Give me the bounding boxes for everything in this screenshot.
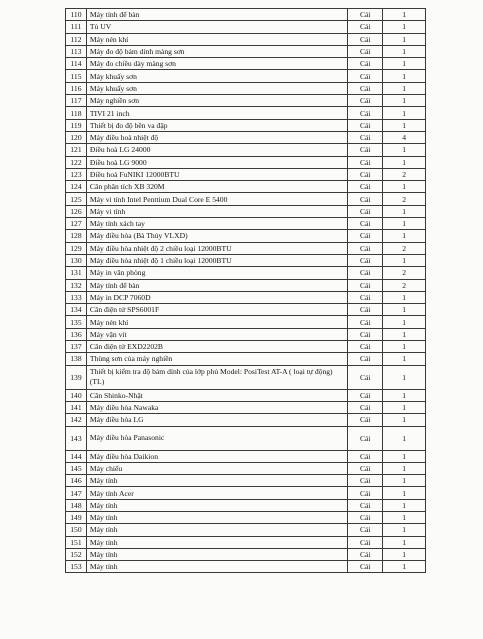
table-row — [66, 267, 426, 279]
item-name-cell: Máy điều hòa nhiệt độ 1 chiều loại 12000BTU — [86, 254, 347, 266]
unit-cell: Cái — [348, 119, 383, 131]
table-row — [66, 291, 426, 303]
unit-cell: Cái — [348, 58, 383, 70]
table-row — [66, 144, 426, 156]
row-number-cell: 142 — [66, 414, 87, 426]
row-number-cell: 140 — [66, 389, 87, 401]
item-name-cell: Máy tính — [86, 475, 347, 487]
equipment-table — [65, 8, 426, 573]
row-number-cell: 119 — [66, 119, 87, 131]
unit-cell: Cái — [348, 353, 383, 365]
table-row — [66, 353, 426, 365]
row-number-cell: 136 — [66, 328, 87, 340]
quantity-cell: 1 — [383, 511, 426, 523]
row-number-cell: 116 — [66, 82, 87, 94]
unit-cell: Cái — [348, 267, 383, 279]
table-row — [66, 499, 426, 511]
unit-cell: Cái — [348, 462, 383, 474]
quantity-cell: 1 — [383, 33, 426, 45]
table-row — [66, 21, 426, 33]
item-name-cell: Máy in văn phòng — [86, 267, 347, 279]
quantity-cell: 4 — [383, 131, 426, 143]
item-name-cell: Máy tính — [86, 548, 347, 560]
table-row — [66, 45, 426, 57]
quantity-cell: 1 — [383, 524, 426, 536]
unit-cell: Cái — [348, 33, 383, 45]
row-number-cell: 124 — [66, 181, 87, 193]
item-name-cell: Máy điều hòa LG — [86, 414, 347, 426]
item-name-cell: Máy vi tính Intel Penttium Dual Core E 5400 — [86, 193, 347, 205]
item-name-cell: Cân phân tích XB 320M — [86, 181, 347, 193]
table-row — [66, 205, 426, 217]
row-number-cell: 151 — [66, 536, 87, 548]
quantity-cell: 1 — [383, 365, 426, 389]
table-row — [66, 82, 426, 94]
table-row — [66, 279, 426, 291]
item-name-cell: Máy điều hòa (Bà Thủy VLXD) — [86, 230, 347, 242]
item-name-cell: Cân điện tử EXD2202B — [86, 341, 347, 353]
table-row — [66, 168, 426, 180]
unit-cell: Cái — [348, 205, 383, 217]
quantity-cell: 1 — [383, 230, 426, 242]
table-row — [66, 475, 426, 487]
row-number-cell: 113 — [66, 45, 87, 57]
item-name-cell: Máy khuấy sơn — [86, 82, 347, 94]
row-number-cell: 121 — [66, 144, 87, 156]
quantity-cell: 1 — [383, 70, 426, 82]
table-row — [66, 450, 426, 462]
quantity-cell: 2 — [383, 279, 426, 291]
table-row — [66, 95, 426, 107]
table-row — [66, 70, 426, 82]
item-name-cell: Máy tính để bàn — [86, 9, 347, 21]
table-row — [66, 414, 426, 426]
quantity-cell: 1 — [383, 205, 426, 217]
quantity-cell: 1 — [383, 254, 426, 266]
quantity-cell: 1 — [383, 414, 426, 426]
table-row — [66, 389, 426, 401]
quantity-cell: 1 — [383, 462, 426, 474]
table-row — [66, 462, 426, 474]
unit-cell: Cái — [348, 426, 383, 450]
item-name-cell: Máy tính — [86, 511, 347, 523]
quantity-cell: 1 — [383, 316, 426, 328]
row-number-cell: 135 — [66, 316, 87, 328]
row-number-cell: 143 — [66, 426, 87, 450]
item-name-cell: Máy tính — [86, 536, 347, 548]
item-name-cell: Máy đo chiều dày màng sơn — [86, 58, 347, 70]
quantity-cell: 1 — [383, 389, 426, 401]
table-row — [66, 131, 426, 143]
unit-cell: Cái — [348, 389, 383, 401]
table-row — [66, 156, 426, 168]
table-row — [66, 548, 426, 560]
row-number-cell: 131 — [66, 267, 87, 279]
row-number-cell: 147 — [66, 487, 87, 499]
table-row — [66, 365, 426, 389]
item-name-cell: Máy điều hòa nhiệt độ 2 chiều loại 12000BTU — [86, 242, 347, 254]
item-name-cell: Máy điều hòa Panasonic — [86, 426, 347, 450]
table-row — [66, 341, 426, 353]
unit-cell: Cái — [348, 254, 383, 266]
unit-cell: Cái — [348, 487, 383, 499]
item-name-cell: Máy đo độ bám dính màng sơn — [86, 45, 347, 57]
item-name-cell: TIVI 21 inch — [86, 107, 347, 119]
equipment-table-body — [66, 9, 426, 573]
quantity-cell: 1 — [383, 119, 426, 131]
item-name-cell: Máy điều hoà nhiệt độ — [86, 131, 347, 143]
row-number-cell: 134 — [66, 304, 87, 316]
table-row — [66, 304, 426, 316]
row-number-cell: 128 — [66, 230, 87, 242]
unit-cell: Cái — [348, 144, 383, 156]
row-number-cell: 133 — [66, 291, 87, 303]
table-row — [66, 181, 426, 193]
item-name-cell: Máy nén khí — [86, 33, 347, 45]
item-name-cell: Máy nghiền sơn — [86, 95, 347, 107]
quantity-cell: 1 — [383, 561, 426, 573]
unit-cell: Cái — [348, 82, 383, 94]
quantity-cell: 1 — [383, 144, 426, 156]
table-row — [66, 401, 426, 413]
item-name-cell: Điều hoà LG 9000 — [86, 156, 347, 168]
item-name-cell: Máy in DCP 7060D — [86, 291, 347, 303]
unit-cell: Cái — [348, 291, 383, 303]
table-row — [66, 254, 426, 266]
table-row — [66, 536, 426, 548]
quantity-cell: 1 — [383, 291, 426, 303]
item-name-cell: Thiết bị đo độ bền va đập — [86, 119, 347, 131]
quantity-cell: 1 — [383, 328, 426, 340]
unit-cell: Cái — [348, 536, 383, 548]
unit-cell: Cái — [348, 193, 383, 205]
unit-cell: Cái — [348, 450, 383, 462]
row-number-cell: 150 — [66, 524, 87, 536]
table-row — [66, 426, 426, 450]
unit-cell: Cái — [348, 561, 383, 573]
item-name-cell: Máy tính — [86, 524, 347, 536]
unit-cell: Cái — [348, 230, 383, 242]
row-number-cell: 152 — [66, 548, 87, 560]
row-number-cell: 125 — [66, 193, 87, 205]
unit-cell: Cái — [348, 45, 383, 57]
unit-cell: Cái — [348, 107, 383, 119]
table-row — [66, 119, 426, 131]
item-name-cell: Thiết bị kiểm tra độ bám dính của lớp phủ Model: PosiTest AT-A ( loại tự động) (TL) — [86, 365, 347, 389]
unit-cell: Cái — [348, 365, 383, 389]
unit-cell: Cái — [348, 70, 383, 82]
table-row — [66, 316, 426, 328]
row-number-cell: 127 — [66, 218, 87, 230]
quantity-cell: 1 — [383, 401, 426, 413]
row-number-cell: 118 — [66, 107, 87, 119]
quantity-cell: 2 — [383, 267, 426, 279]
item-name-cell: Máy khuấy sơn — [86, 70, 347, 82]
quantity-cell: 1 — [383, 548, 426, 560]
quantity-cell: 1 — [383, 218, 426, 230]
row-number-cell: 137 — [66, 341, 87, 353]
quantity-cell: 1 — [383, 499, 426, 511]
quantity-cell: 1 — [383, 353, 426, 365]
unit-cell: Cái — [348, 304, 383, 316]
quantity-cell: 2 — [383, 193, 426, 205]
item-name-cell: Máy vi tính — [86, 205, 347, 217]
table-row — [66, 242, 426, 254]
row-number-cell: 122 — [66, 156, 87, 168]
quantity-cell: 1 — [383, 487, 426, 499]
unit-cell: Cái — [348, 218, 383, 230]
row-number-cell: 145 — [66, 462, 87, 474]
item-name-cell: Máy vặn vít — [86, 328, 347, 340]
quantity-cell: 1 — [383, 181, 426, 193]
quantity-cell: 1 — [383, 107, 426, 119]
unit-cell: Cái — [348, 168, 383, 180]
row-number-cell: 114 — [66, 58, 87, 70]
item-name-cell: Máy nén khí — [86, 316, 347, 328]
quantity-cell: 1 — [383, 304, 426, 316]
unit-cell: Cái — [348, 341, 383, 353]
table-row — [66, 58, 426, 70]
row-number-cell: 123 — [66, 168, 87, 180]
row-number-cell: 129 — [66, 242, 87, 254]
unit-cell: Cái — [348, 242, 383, 254]
table-row — [66, 33, 426, 45]
item-name-cell: Máy tính — [86, 499, 347, 511]
quantity-cell: 1 — [383, 341, 426, 353]
quantity-cell: 1 — [383, 21, 426, 33]
unit-cell: Cái — [348, 9, 383, 21]
row-number-cell: 138 — [66, 353, 87, 365]
unit-cell: Cái — [348, 328, 383, 340]
unit-cell: Cái — [348, 316, 383, 328]
row-number-cell: 149 — [66, 511, 87, 523]
table-row — [66, 9, 426, 21]
row-number-cell: 153 — [66, 561, 87, 573]
unit-cell: Cái — [348, 548, 383, 560]
unit-cell: Cái — [348, 475, 383, 487]
row-number-cell: 144 — [66, 450, 87, 462]
row-number-cell: 130 — [66, 254, 87, 266]
row-number-cell: 139 — [66, 365, 87, 389]
row-number-cell: 120 — [66, 131, 87, 143]
unit-cell: Cái — [348, 21, 383, 33]
table-row — [66, 487, 426, 499]
table-row — [66, 524, 426, 536]
item-name-cell: Máy tính xách tay — [86, 218, 347, 230]
table-row — [66, 218, 426, 230]
row-number-cell: 111 — [66, 21, 87, 33]
table-row — [66, 107, 426, 119]
unit-cell: Cái — [348, 279, 383, 291]
table-row — [66, 230, 426, 242]
item-name-cell: Điều hoà FuNIKI 12000BTU — [86, 168, 347, 180]
quantity-cell: 1 — [383, 475, 426, 487]
item-name-cell: Cân Shinko-Nhật — [86, 389, 347, 401]
table-row — [66, 328, 426, 340]
quantity-cell: 2 — [383, 168, 426, 180]
row-number-cell: 112 — [66, 33, 87, 45]
item-name-cell: Thùng sơn của máy nghiền — [86, 353, 347, 365]
quantity-cell: 1 — [383, 450, 426, 462]
quantity-cell: 1 — [383, 45, 426, 57]
unit-cell: Cái — [348, 131, 383, 143]
unit-cell: Cái — [348, 95, 383, 107]
item-name-cell: Máy điều hòa Nawaka — [86, 401, 347, 413]
unit-cell: Cái — [348, 181, 383, 193]
item-name-cell: Máy tính Acer — [86, 487, 347, 499]
row-number-cell: 141 — [66, 401, 87, 413]
quantity-cell: 1 — [383, 156, 426, 168]
quantity-cell: 1 — [383, 426, 426, 450]
row-number-cell: 148 — [66, 499, 87, 511]
quantity-cell: 1 — [383, 9, 426, 21]
table-row — [66, 561, 426, 573]
quantity-cell: 1 — [383, 536, 426, 548]
quantity-cell: 2 — [383, 242, 426, 254]
item-name-cell: Cân điện tử SPS6001F — [86, 304, 347, 316]
item-name-cell: Máy chiếu — [86, 462, 347, 474]
quantity-cell: 1 — [383, 82, 426, 94]
row-number-cell: 146 — [66, 475, 87, 487]
item-name-cell: Điều hoà LG 24000 — [86, 144, 347, 156]
item-name-cell: Tủ UV — [86, 21, 347, 33]
row-number-cell: 117 — [66, 95, 87, 107]
unit-cell: Cái — [348, 401, 383, 413]
row-number-cell: 115 — [66, 70, 87, 82]
item-name-cell: Máy điều hòa Daikion — [86, 450, 347, 462]
unit-cell: Cái — [348, 499, 383, 511]
table-row — [66, 511, 426, 523]
unit-cell: Cái — [348, 156, 383, 168]
table-row — [66, 193, 426, 205]
unit-cell: Cái — [348, 524, 383, 536]
row-number-cell: 132 — [66, 279, 87, 291]
quantity-cell: 1 — [383, 58, 426, 70]
row-number-cell: 126 — [66, 205, 87, 217]
row-number-cell: 110 — [66, 9, 87, 21]
unit-cell: Cái — [348, 414, 383, 426]
item-name-cell: Máy tính — [86, 561, 347, 573]
unit-cell: Cái — [348, 511, 383, 523]
quantity-cell: 1 — [383, 95, 426, 107]
item-name-cell: Máy tính để bàn — [86, 279, 347, 291]
